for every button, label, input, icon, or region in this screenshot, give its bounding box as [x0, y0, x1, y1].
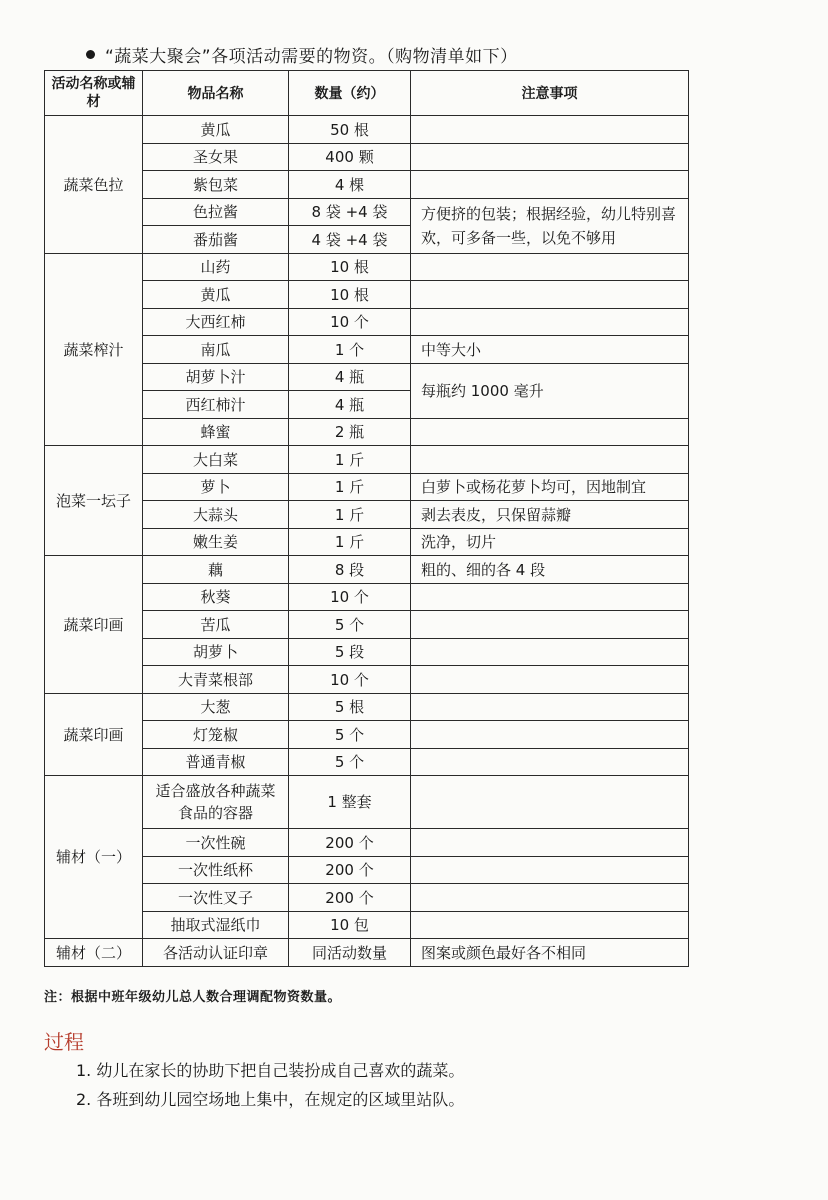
- note-cell: [411, 911, 689, 939]
- item-cell: 藕: [143, 556, 289, 584]
- qty-cell: 200 个: [289, 856, 411, 884]
- item-cell: 一次性碗: [143, 829, 289, 857]
- qty-cell: 10 根: [289, 253, 411, 281]
- item-cell: 苦瓜: [143, 611, 289, 639]
- item-cell: 适合盛放各种蔬菜食品的容器: [143, 776, 289, 829]
- item-cell: 普通青椒: [143, 748, 289, 776]
- item-cell: 抽取式湿纸巾: [143, 911, 289, 939]
- note-cell: [411, 776, 689, 829]
- qty-cell: 1 整套: [289, 776, 411, 829]
- qty-cell: 200 个: [289, 829, 411, 857]
- item-cell: 胡萝卜汁: [143, 363, 289, 391]
- qty-cell: 1 斤: [289, 473, 411, 501]
- note-cell: [411, 253, 689, 281]
- note-cell: 方便挤的包装；根据经验，幼儿特别喜欢，可多备一些，以免不够用: [411, 198, 689, 253]
- item-cell: 西红柿汁: [143, 391, 289, 419]
- qty-cell: 2 瓶: [289, 418, 411, 446]
- qty-cell: 10 个: [289, 583, 411, 611]
- qty-cell: 10 根: [289, 281, 411, 309]
- header-note: 注意事项: [411, 71, 689, 116]
- qty-cell: 4 瓶: [289, 391, 411, 419]
- item-cell: 胡萝卜: [143, 638, 289, 666]
- activity-cell: 辅材（一）: [45, 776, 143, 939]
- heading-text: “蔬菜大聚会”各项活动需要的物资。（购物清单如下）: [105, 47, 518, 67]
- note-cell: [411, 171, 689, 199]
- table-header-row: [45, 71, 689, 116]
- qty-cell: 8 段: [289, 556, 411, 584]
- note-cell: 白萝卜或杨花萝卜均可，因地制宜: [411, 473, 689, 501]
- item-cell: 大葱: [143, 693, 289, 721]
- note-cell: 洗净，切片: [411, 528, 689, 556]
- qty-cell: 1 斤: [289, 446, 411, 474]
- item-cell: 大西红柿: [143, 308, 289, 336]
- item-cell: 黄瓜: [143, 116, 289, 144]
- table-row: [45, 253, 689, 281]
- qty-cell: 4 棵: [289, 171, 411, 199]
- process-step: 2. 各班到幼儿园空场地上集中，在规定的区域里站队。: [76, 1090, 465, 1109]
- note-cell: [411, 748, 689, 776]
- qty-cell: 10 个: [289, 308, 411, 336]
- qty-cell: 10 包: [289, 911, 411, 939]
- process-title: 过程: [44, 1030, 84, 1054]
- header-item: 物品名称: [143, 71, 289, 116]
- qty-cell: 10 个: [289, 666, 411, 694]
- qty-cell: 50 根: [289, 116, 411, 144]
- qty-cell: 1 斤: [289, 501, 411, 529]
- qty-cell: 1 个: [289, 336, 411, 364]
- note-cell: [411, 856, 689, 884]
- note-cell: [411, 583, 689, 611]
- note-cell: [411, 446, 689, 474]
- table-row: [45, 116, 689, 144]
- qty-cell: 同活动数量: [289, 939, 411, 967]
- qty-cell: 400 颗: [289, 143, 411, 171]
- item-cell: 黄瓜: [143, 281, 289, 309]
- item-cell: 山药: [143, 253, 289, 281]
- qty-cell: 5 个: [289, 748, 411, 776]
- list-heading: [86, 42, 518, 67]
- table-footnote: 注：根据中班年级幼儿总人数合理调配物资数量。: [44, 990, 342, 1005]
- qty-cell: 200 个: [289, 884, 411, 912]
- note-cell: [411, 116, 689, 144]
- item-cell: 蜂蜜: [143, 418, 289, 446]
- activity-cell: 辅材（二）: [45, 939, 143, 967]
- table-row: [45, 939, 689, 967]
- activity-cell: 蔬菜印画: [45, 556, 143, 694]
- qty-cell: 5 段: [289, 638, 411, 666]
- activity-cell: 蔬菜色拉: [45, 116, 143, 254]
- item-cell: 大白菜: [143, 446, 289, 474]
- item-cell: 大青菜根部: [143, 666, 289, 694]
- header-activity: 活动名称或辅材: [45, 71, 143, 116]
- item-cell: 紫包菜: [143, 171, 289, 199]
- header-qty: 数量（约）: [289, 71, 411, 116]
- qty-cell: 8 袋 +4 袋: [289, 198, 411, 226]
- item-cell: 萝卜: [143, 473, 289, 501]
- item-cell: 番茄酱: [143, 226, 289, 254]
- process-step: 1. 幼儿在家长的协助下把自己装扮成自己喜欢的蔬菜。: [76, 1061, 465, 1080]
- table-row: [45, 776, 689, 829]
- note-cell: 中等大小: [411, 336, 689, 364]
- table-row: [45, 446, 689, 474]
- note-cell: [411, 308, 689, 336]
- qty-cell: 1 斤: [289, 528, 411, 556]
- activity-cell: 泡菜一坛子: [45, 446, 143, 556]
- note-cell: [411, 638, 689, 666]
- note-cell: [411, 143, 689, 171]
- item-cell: 色拉酱: [143, 198, 289, 226]
- note-cell: 图案或颜色最好各不相同: [411, 939, 689, 967]
- note-cell: [411, 418, 689, 446]
- note-cell: 每瓶约 1000 毫升: [411, 363, 689, 418]
- qty-cell: 4 袋 +4 袋: [289, 226, 411, 254]
- note-cell: [411, 829, 689, 857]
- bullet-icon: [86, 50, 95, 59]
- note-cell: [411, 281, 689, 309]
- qty-cell: 5 根: [289, 693, 411, 721]
- note-cell: 剥去表皮，只保留蒜瓣: [411, 501, 689, 529]
- note-cell: [411, 693, 689, 721]
- table-row: [45, 693, 689, 721]
- note-cell: [411, 884, 689, 912]
- note-cell: 粗的、细的各 4 段: [411, 556, 689, 584]
- table-row: [45, 556, 689, 584]
- activity-cell: 蔬菜印画: [45, 693, 143, 776]
- item-cell: 秋葵: [143, 583, 289, 611]
- process-steps: [76, 1056, 464, 1114]
- item-cell: 嫩生姜: [143, 528, 289, 556]
- qty-cell: 5 个: [289, 611, 411, 639]
- activity-cell: 蔬菜榨汁: [45, 253, 143, 446]
- qty-cell: 4 瓶: [289, 363, 411, 391]
- shopping-list-table: [44, 70, 689, 967]
- note-cell: [411, 666, 689, 694]
- item-cell: 圣女果: [143, 143, 289, 171]
- note-cell: [411, 721, 689, 749]
- qty-cell: 5 个: [289, 721, 411, 749]
- item-cell: 大蒜头: [143, 501, 289, 529]
- note-cell: [411, 611, 689, 639]
- item-cell: 一次性叉子: [143, 884, 289, 912]
- item-cell: 各活动认证印章: [143, 939, 289, 967]
- item-cell: 灯笼椒: [143, 721, 289, 749]
- item-cell: 一次性纸杯: [143, 856, 289, 884]
- item-cell: 南瓜: [143, 336, 289, 364]
